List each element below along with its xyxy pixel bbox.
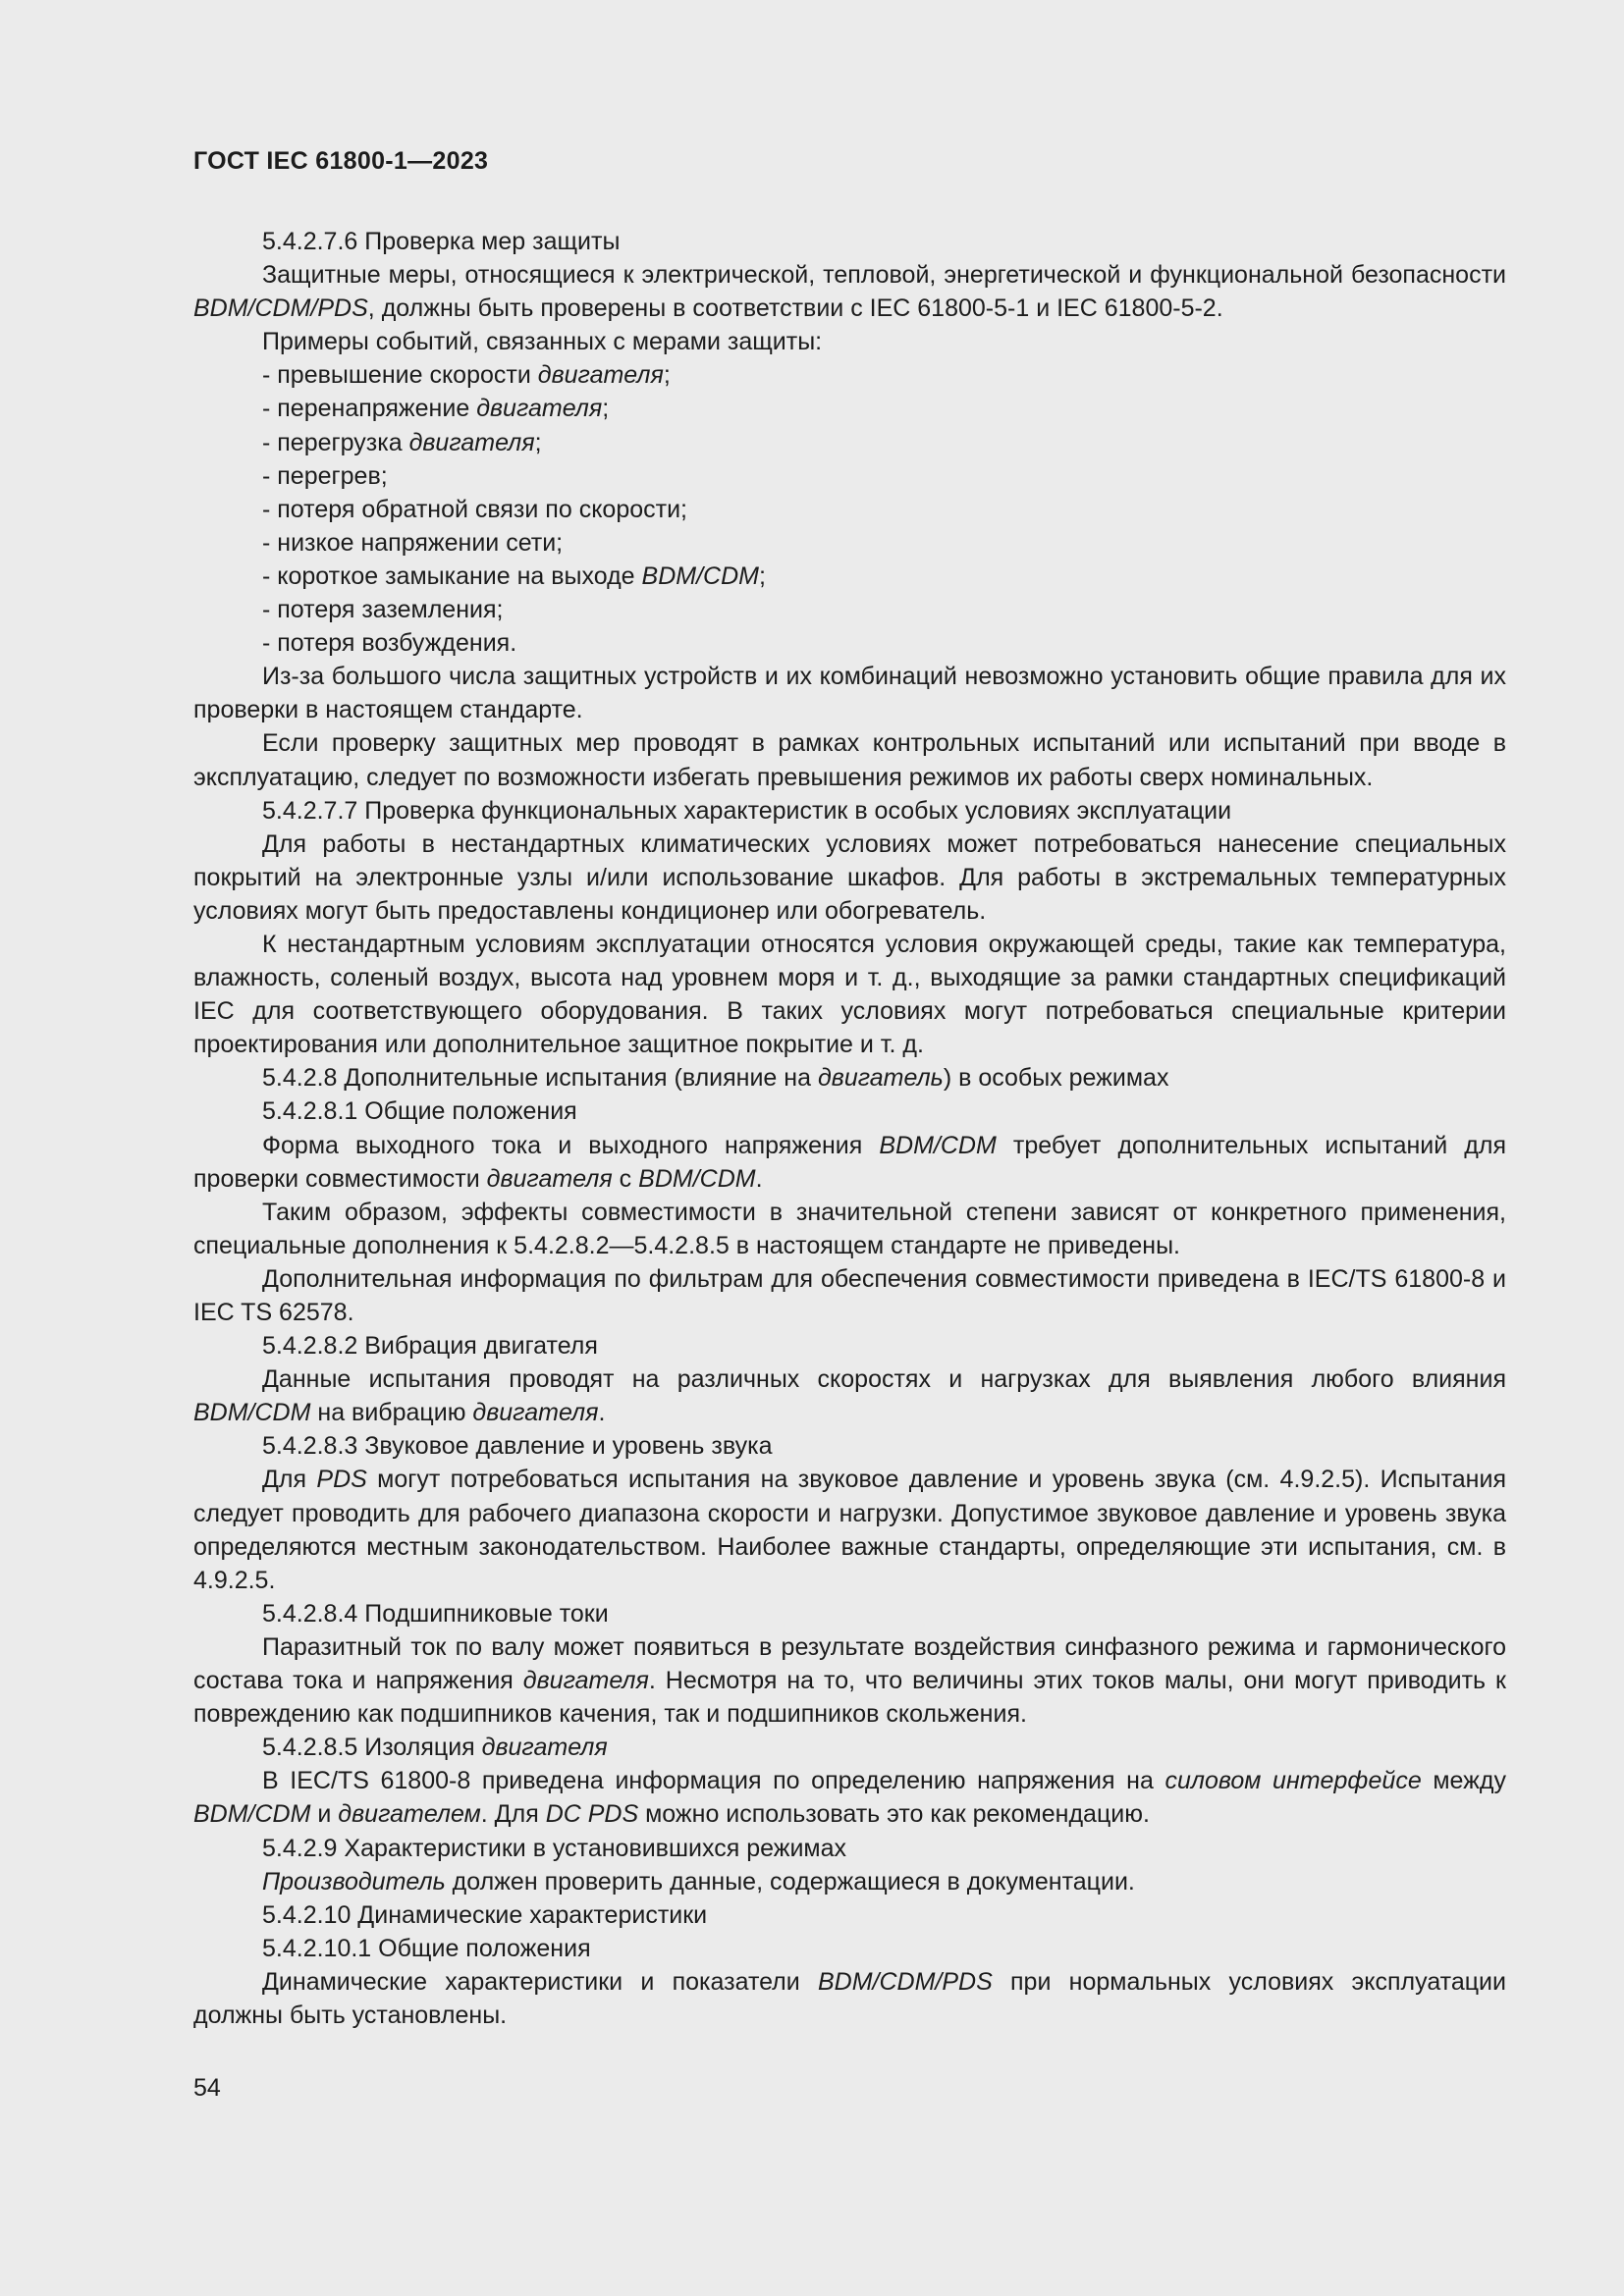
paragraph: Дополнительная информация по фильтрам для обеспечения совместимости приведена в IEC/TS 61800-8 и IEC TS 62578.	[193, 1264, 1506, 1326]
paragraph: Из-за большого числа защитных устройств и их комбинаций невозможно установить общие правила для их проверки в настоящем стандарте.	[193, 663, 1506, 724]
paragraph: Паразитный ток по валу может появиться в результате воздействия синфазного режима и гармонического состава тока и напряжения двигателя. Несмотря на то, что величины этих токов малы, они могут приводить к повреждению как подшипников качения, так и подшипников скольжения.	[193, 1632, 1506, 1729]
paragraph: Для PDS могут потребоваться испытания на звуковое давление и уровень звука (см. 4.9.2.5). Испытания следует проводить для рабочего диапазона скорости и нагрузки. Допустимое звуковое давление и уровень звука определяются местным законодательством. Наиболее важные стандарты, определяющие эти испытания, см. в 4.9.2.5.	[193, 1466, 1506, 1594]
paragraph: Если проверку защитных мер проводят в рамках контрольных испытаний или испытаний при вводе в эксплуатацию, следует по возможности избегать превышения режимов их работы сверх номинальных.	[193, 729, 1506, 791]
page-header: ГОСТ IEC 61800-1—2023	[193, 147, 489, 175]
list-item: - потеря возбуждения.	[262, 629, 517, 658]
paragraph: Данные испытания проводят на различных скоростях и нагрузках для выявления любого влияния BDM/CDM на вибрацию двигателя.	[193, 1365, 1506, 1427]
section-heading: 5.4.2.8.5 Изоляция двигателя	[262, 1734, 608, 1762]
section-heading: 5.4.2.9 Характеристики в установившихся режимах	[262, 1834, 846, 1862]
list-item: - перенапряжение двигателя;	[262, 395, 610, 423]
section-heading: 5.4.2.8.1 Общие положения	[262, 1097, 577, 1126]
section-heading: 5.4.2.8.2 Вибрация двигателя	[262, 1332, 598, 1361]
section-heading: 5.4.2.8 Дополнительные испытания (влияние на двигатель) в особых режимах	[262, 1064, 1169, 1093]
paragraph: Для работы в нестандартных климатических условиях может потребоваться нанесение специальных покрытий на электронные узлы и/или использование шкафов. Для работы в экстремальных температурных условиях могут быть предоставлены кондиционер или обогреватель.	[193, 829, 1506, 925]
page-number: 54	[193, 2074, 221, 2102]
section-heading: 5.4.2.10.1 Общие положения	[262, 1934, 591, 1962]
section-heading: 5.4.2.8.4 Подшипниковые токи	[262, 1599, 609, 1628]
list-item: - низкое напряжении сети;	[262, 528, 564, 557]
section-heading: 5.4.2.7.6 Проверка мер защиты	[262, 228, 621, 255]
paragraph: Производитель должен проверить данные, содержащиеся в документации.	[262, 1867, 1135, 1896]
list-item: - превышение скорости двигателя;	[262, 361, 671, 390]
paragraph: Динамические характеристики и показатели BDM/CDM/PDS при нормальных условиях эксплуатации должны быть установлены.	[193, 1967, 1506, 2029]
paragraph: В IEC/TS 61800-8 приведена информация по определению напряжения на силовом интерфейсе между BDM/CDM и двигателем. Для DC PDS можно использовать это как рекомендацию.	[193, 1767, 1506, 1829]
document-body	[193, 225, 1506, 2032]
list-item: - потеря обратной связи по скорости;	[262, 495, 687, 523]
paragraph: Примеры событий, связанных с мерами защиты:	[262, 328, 823, 356]
paragraph: К нестандартным условиям эксплуатации относятся условия окружающей среды, такие как температура, влажность, соленый воздух, высота над уровнем моря и т. д., выходящие за рамки стандартных спецификаций IEC для соответствующего оборудования. В таких условиях могут потребоваться специальные критерии проектирования или дополнительное защитное покрытие и т. д.	[193, 930, 1506, 1059]
list-item: - короткое замыкание на выходе BDM/CDM;	[262, 561, 766, 590]
list-item: - перегрузка двигателя;	[262, 428, 542, 456]
paragraph: Защитные меры, относящиеся к электрической, тепловой, энергетической и функциональной безопасности BDM/CDM/PDS, должны быть проверены в соответствии с IEC 61800-5-1 и IEC 61800-5-2.	[193, 261, 1506, 323]
paragraph: Форма выходного тока и выходного напряжения BDM/CDM требует дополнительных испытаний для проверки совместимости двигателя с BDM/CDM.	[193, 1131, 1507, 1193]
list-item: - потеря заземления;	[262, 596, 504, 624]
section-heading: 5.4.2.10 Динамические характеристики	[262, 1900, 708, 1929]
list-item: - перегрев;	[262, 461, 388, 490]
section-heading: 5.4.2.8.3 Звуковое давление и уровень звука	[262, 1432, 773, 1461]
section-heading: 5.4.2.7.7 Проверка функциональных характеристик в особых условиях эксплуатации	[262, 796, 1232, 825]
paragraph: Таким образом, эффекты совместимости в значительной степени зависят от конкретного применения, специальные дополнения к 5.4.2.8.2—5.4.2.8.5 в настоящем стандарте не приведены.	[193, 1198, 1506, 1259]
